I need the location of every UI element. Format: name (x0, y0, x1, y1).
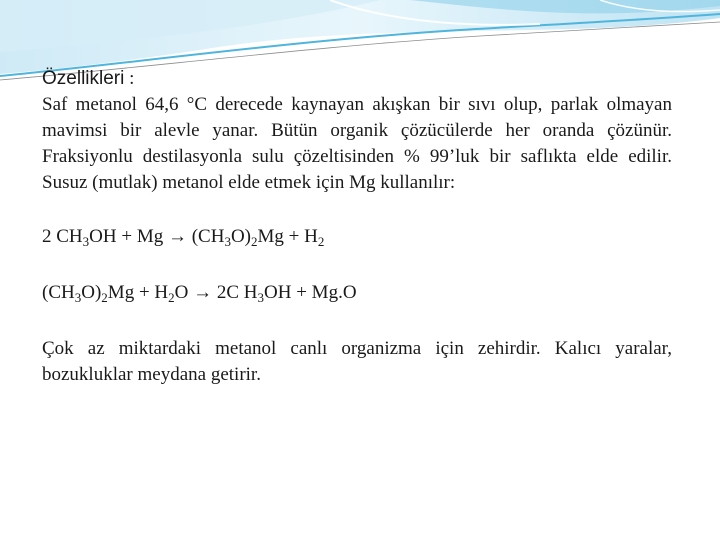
eq2-subscript: 2 (168, 290, 175, 305)
eq2-subscript: 2 (101, 290, 108, 305)
eq1-subscript: 2 (317, 234, 325, 249)
eq1-subscript: 2 (251, 234, 258, 249)
eq2-part: OH + Mg.O (264, 282, 357, 303)
eq1-part: O) (230, 226, 251, 247)
equation-hydrolysis (42, 280, 672, 306)
eq1-part: Mg + H (257, 226, 318, 247)
eq2-part: (CH (42, 282, 75, 303)
eq2-subscript: 3 (257, 290, 265, 305)
eq2-part: Mg + H (107, 282, 169, 303)
intro-paragraph: Saf metanol 64,6 °C derecede kaynayan akışkan bir sıvı olup, parlak olmayan mavimsi bir alevle yanar. Bütün organik çözücülerde her oranda çözünür. Fraksiyonlu destilasyonla sulu çözeltisinden % 99’luk bir saflıkta elde edilir. Susuz (mutlak) metanol elde etmek için Mg kullanılır: (42, 94, 672, 193)
eq2-part: O) (81, 282, 102, 303)
section-heading (42, 66, 672, 92)
heading-colon: : (124, 68, 135, 89)
eq2-part: O → 2C H (174, 282, 258, 303)
heading-label: Özellikleri (42, 68, 125, 89)
eq1-part: 2 CH (42, 226, 83, 247)
eq1-part: OH + Mg → (CH (89, 226, 225, 247)
closing-paragraph: Çok az miktardaki metanol canlı organizma için zehirdir. Kalıcı yaralar, bozukluklar meydana getirir. (42, 338, 672, 385)
slide-content (42, 66, 672, 388)
eq1-subscript: 3 (224, 234, 231, 249)
eq2-subscript: 3 (74, 290, 82, 305)
equation-mg-reaction (42, 224, 672, 250)
eq1-subscript: 3 (82, 234, 90, 249)
